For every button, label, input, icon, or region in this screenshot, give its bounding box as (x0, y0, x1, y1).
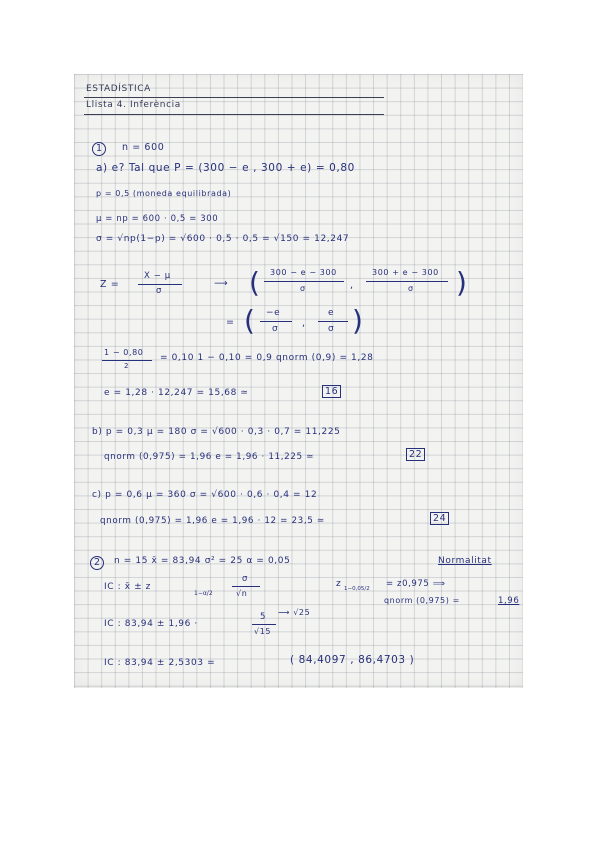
p1-close-paren: ) (456, 266, 467, 299)
p1-c-answer: 24 (430, 512, 449, 525)
p1-z-lhs: Z = (100, 279, 120, 290)
header-rule (84, 97, 384, 98)
p2-ic-result-lhs: IC : 83,94 ± 2,5303 = (104, 658, 216, 668)
p2-zq-rest: = z0,975 ⟹ (386, 579, 446, 589)
p1-calc-den: 2 (124, 362, 130, 370)
p1-calc-num: 1 − 0,80 (104, 348, 144, 357)
p2-ic-numeric: IC : 83,94 ± 1,96 · (104, 619, 198, 629)
p1-z2-close-paren: ) (352, 304, 363, 337)
p1-calc-rest: = 0,10 1 − 0,10 = 0,9 qnorm (0,9) = 1,28 (160, 353, 374, 363)
p2-ic-formula: IC : x̄ ± z (104, 582, 152, 592)
header-rule-2 (84, 114, 384, 115)
header-subject: ESTADÍSTICA (86, 84, 151, 94)
p2-sqrt-note: ⟶ √25 (278, 608, 311, 617)
p1-z-term2-num: 300 + e − 300 (372, 268, 439, 277)
p1-z-frac-bar (138, 284, 182, 285)
header-list-title: Llista 4. Inferència (86, 100, 181, 110)
p2-ic-numeric-bar (252, 624, 276, 625)
p1-b-line1: b) p = 0,3 μ = 180 σ = √600 · 0,3 · 0,7 = 11,225 (92, 427, 341, 437)
p2-ic-formula-sub: 1−α/2 (194, 590, 213, 597)
p1-z-frac-den: σ (156, 286, 162, 296)
p2-normality: Normalitat (438, 556, 492, 566)
problem-2-number: 2 (90, 556, 104, 570)
p1-z2-term2-bar (318, 321, 348, 322)
p2-givens: n = 15 x̄ = 83,94 σ² = 25 α = 0,05 (114, 556, 291, 566)
p1-z-arrow: ⟶ (214, 278, 229, 289)
p2-ic-frac-den: √n (236, 589, 248, 598)
p2-qnorm-value: 1,96 (498, 596, 520, 606)
p1-z2-term1-num: −e (266, 308, 281, 318)
p2-ic-frac-num: σ (242, 574, 248, 584)
p1-calc-bar (102, 360, 152, 361)
p1-c-line1: c) p = 0,6 μ = 360 σ = √600 · 0,6 · 0,4 = 12 (92, 490, 318, 500)
p1-z-term1-den: σ (300, 284, 306, 293)
p1-b-line2: qnorm (0,975) = 1,96 e = 1,96 · 11,225 ≃ (104, 452, 315, 462)
p2-zq-sub: 1−0,05/2 (344, 586, 370, 592)
p1-z-term2-bar (366, 281, 448, 282)
p1-sigma: σ = √np(1−p) = √600 · 0,5 · 0,5 = √150 = 12,247 (96, 234, 350, 244)
p1-a-question: a) e? Tal que P = (300 − e , 300 + e) = 0,80 (96, 162, 355, 174)
p1-z-term1-num: 300 − e − 300 (270, 268, 337, 277)
p1-z2-comma: , (302, 318, 306, 329)
p1-n: n = 600 (122, 142, 165, 153)
p1-z2-term2-den: σ (328, 324, 335, 334)
p2-zq: z (336, 579, 342, 589)
p1-z-term2-den: σ (408, 284, 414, 293)
p1-mu: μ = np = 600 · 0,5 = 300 (96, 214, 219, 224)
p1-z2-term1-den: σ (272, 324, 279, 334)
problem-1-number: 1 (92, 142, 106, 156)
p1-e-line: e = 1,28 · 12,247 = 15,68 ≃ (104, 388, 249, 398)
p2-qnorm: qnorm (0,975) = (384, 596, 460, 605)
p1-z2-open-paren: ( (244, 304, 255, 337)
p1-c-line2: qnorm (0,975) = 1,96 e = 1,96 · 12 = 23,5 ≃ (100, 516, 325, 526)
p2-ic-frac-bar (232, 586, 260, 587)
p1-z-frac-num: X − μ (144, 271, 171, 281)
p2-ic-numeric-num: 5 (260, 612, 267, 622)
p1-b-answer: 22 (406, 448, 425, 461)
p2-ic-interval: ( 84,4097 , 86,4703 ) (290, 654, 415, 666)
p1-z2-term1-bar (260, 321, 292, 322)
p2-ic-numeric-den: √15 (254, 627, 272, 636)
p1-comma: , (350, 280, 354, 291)
p1-p-value: p = 0,5 (moneda equilibrada) (96, 189, 232, 198)
p1-z2-eq: = (226, 317, 235, 328)
notebook-page (74, 74, 523, 688)
p1-z-term1-bar (264, 281, 344, 282)
p1-z2-term2-num: e (328, 308, 335, 318)
p1-e-answer: 16 (322, 385, 341, 398)
p1-open-paren: ( (249, 266, 260, 299)
